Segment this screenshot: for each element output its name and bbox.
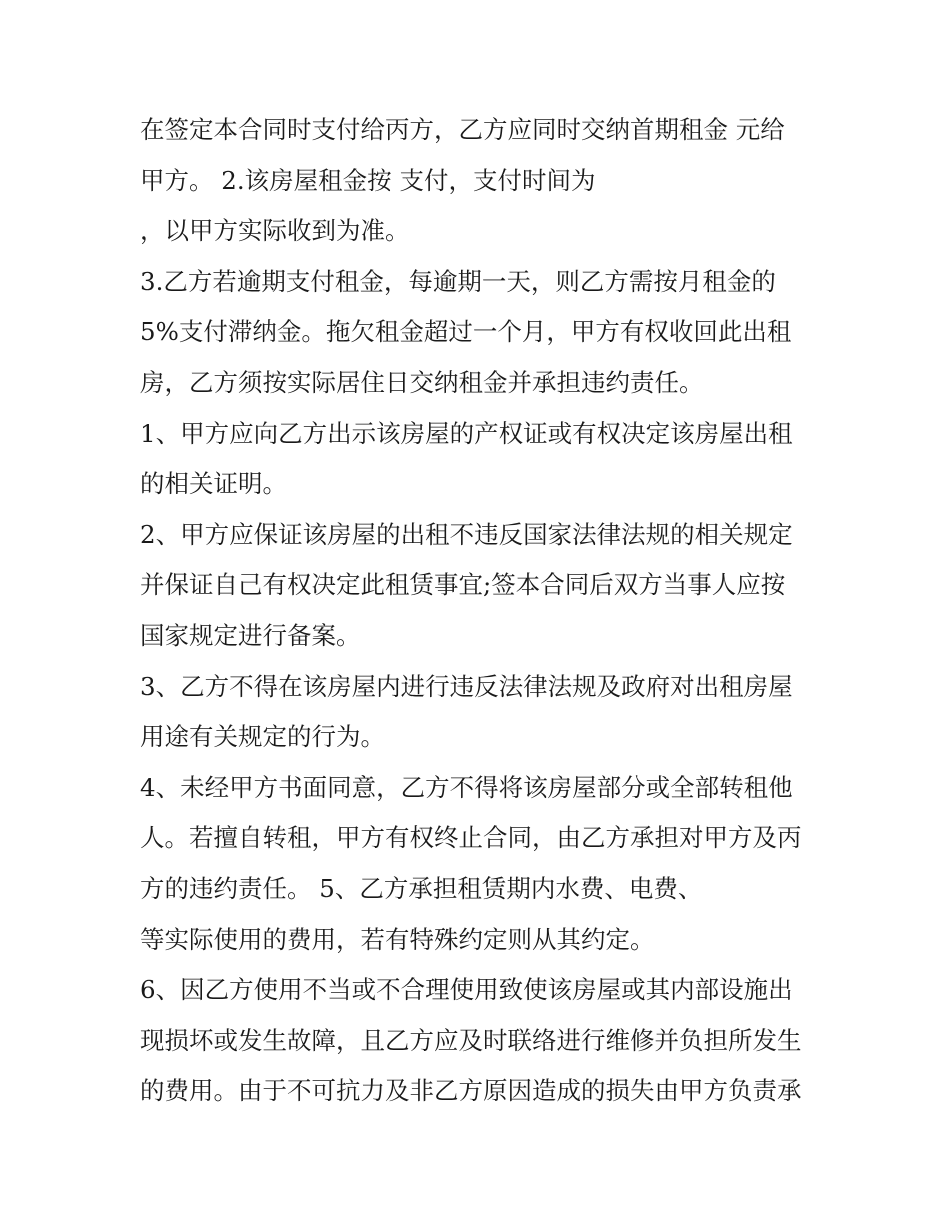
text-line: 在签定本合同时支付给丙方，乙方应同时交纳首期租金 元给 — [140, 115, 785, 144]
text-line: 国家规定进行备案。 — [140, 620, 361, 650]
text-line: 5%支付滞纳金。拖欠租金超过一个月，甲方有权收回此出租 — [140, 317, 792, 347]
text-line: 甲方。 2.该房屋租金按 支付，支付时间为 — [140, 165, 596, 195]
text-line: 的费用。由于不可抗力及非乙方原因造成的损失由甲方负责承 — [140, 1076, 802, 1106]
text-line: 3、乙方不得在该房屋内进行违反法律法规及政府对出租房屋 — [140, 671, 793, 701]
text-line: 3.乙方若逾期支付租金，每逾期一天，则乙方需按月租金的 — [140, 266, 776, 296]
text-line: 的相关证明。 — [140, 469, 287, 499]
text-line: 用途有关规定的行为。 — [140, 722, 385, 752]
text-line: 1、甲方应向乙方出示该房屋的产权证或有权决定该房屋出租 — [140, 418, 793, 448]
text-line: 现损坏或发生故障，且乙方应及时联络进行维修并负担所发生 — [140, 1025, 802, 1055]
text-line: 4、未经甲方书面同意，乙方不得将该房屋部分或全部转租他 — [140, 772, 793, 802]
text-line: 方的违约责任。 5、乙方承担租赁期内水费、电费、 — [140, 873, 703, 903]
text-line: 人。若擅自转租，甲方有权终止合同，由乙方承担对甲方及丙 — [140, 823, 802, 853]
text-line: 2、甲方应保证该房屋的出租不违反国家法律法规的相关规定 — [140, 519, 793, 549]
text-line: 房，乙方须按实际居住日交纳租金并承担违约责任。 — [140, 367, 704, 397]
text-line: 6、因乙方使用不当或不合理使用致使该房屋或其内部设施出 — [140, 975, 793, 1005]
document-body — [140, 105, 840, 1117]
text-line: ，以甲方实际收到为准。 — [140, 216, 410, 246]
text-line: 等实际使用的费用，若有特殊约定则从其约定。 — [140, 924, 655, 954]
text-line: 并保证自己有权决定此租赁事宜;签本合同后双方当事人应按 — [140, 570, 786, 600]
